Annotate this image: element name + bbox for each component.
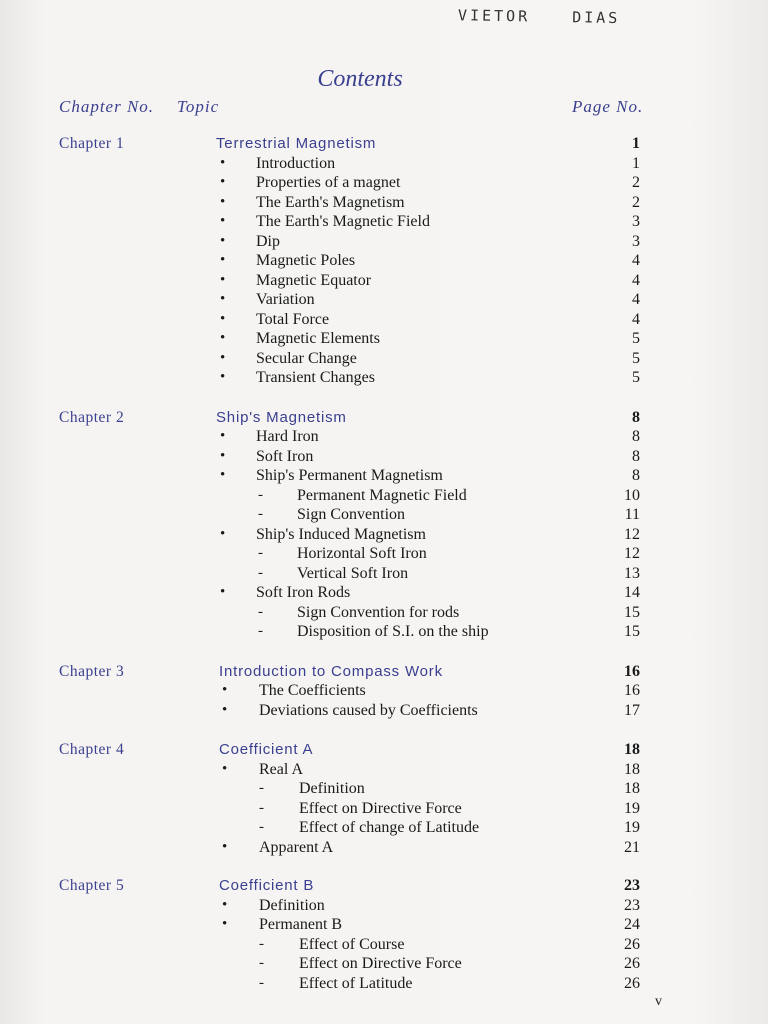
topic-text: Dip — [256, 233, 280, 250]
dash-icon: - — [259, 819, 264, 835]
toc-entry-row — [0, 233, 768, 253]
page-number: 2 — [632, 174, 640, 191]
dash-icon: - — [259, 975, 264, 991]
page-number: 2 — [632, 194, 640, 211]
topic-text: Variation — [256, 291, 315, 308]
topic-text: The Earth's Magnetism — [256, 194, 405, 211]
topic-text: The Coefficients — [259, 682, 366, 699]
handwritten-first: VIETOR — [457, 6, 531, 26]
page-number: 5 — [632, 369, 640, 386]
bullet-icon: • — [220, 155, 226, 171]
bullet-icon: • — [222, 702, 228, 718]
toc-chapter-row — [0, 409, 768, 429]
toc-entry-row — [0, 526, 768, 546]
subtopic-text: Horizontal Soft Iron — [297, 545, 427, 562]
toc-entry-row — [0, 604, 768, 624]
toc-entry-row — [0, 330, 768, 350]
page-number: 11 — [624, 506, 640, 523]
bullet-icon: • — [220, 369, 226, 385]
toc-entry-row — [0, 916, 768, 936]
subtopic-text: Sign Convention — [297, 506, 406, 523]
bullet-icon: • — [220, 194, 226, 210]
toc-chapter-row — [0, 741, 768, 761]
toc-entry-row — [0, 467, 768, 487]
toc-entry-row — [0, 174, 768, 194]
topic-text: Secular Change — [256, 350, 357, 367]
page-number: 26 — [624, 975, 640, 992]
subtopic-text: Permanent Magnetic Field — [297, 487, 467, 504]
bullet-icon: • — [220, 311, 226, 327]
topic-text: Magnetic Equator — [256, 272, 372, 289]
bullet-icon: • — [220, 526, 226, 542]
header-page: Page No. — [572, 97, 644, 116]
chapter-title: Coefficient B — [219, 877, 315, 894]
page-number: 21 — [624, 839, 640, 856]
page-number: 13 — [624, 565, 640, 582]
toc-entry-row — [0, 565, 768, 585]
topic-text: Ship's Permanent Magnetism — [256, 467, 443, 484]
toc-entry-row — [0, 350, 768, 370]
toc-entry-row — [0, 702, 768, 722]
page-number: 1 — [632, 155, 640, 172]
page-number: 4 — [632, 272, 640, 289]
dash-icon: - — [259, 955, 264, 971]
page-number: 26 — [624, 955, 640, 972]
topic-text: Total Force — [256, 311, 330, 328]
bullet-icon: • — [222, 897, 228, 913]
topic-text: Soft Iron — [256, 448, 314, 465]
chapter-number: Chapter 3 — [59, 663, 125, 680]
chapter-number: Chapter 2 — [59, 409, 125, 426]
page-number: 18 — [624, 761, 640, 778]
toc-entry-row — [0, 780, 768, 800]
dash-icon: - — [258, 623, 263, 639]
bullet-icon: • — [222, 916, 228, 932]
page-number: 1 — [632, 135, 640, 152]
subtopic-text: Disposition of S.I. on the ship — [297, 623, 489, 640]
bullet-icon: • — [220, 330, 226, 346]
page-number: 26 — [624, 936, 640, 953]
page-number: 15 — [624, 623, 640, 640]
toc-entry-row — [0, 819, 768, 839]
topic-text: Transient Changes — [256, 369, 375, 386]
topic-text: Apparent A — [259, 839, 334, 856]
bullet-icon: • — [220, 272, 226, 288]
toc-entry-row — [0, 428, 768, 448]
topic-text: Permanent B — [259, 916, 343, 933]
bullet-icon: • — [220, 467, 226, 483]
bullet-icon: • — [220, 428, 226, 444]
topic-text: Properties of a magnet — [256, 174, 401, 191]
toc-entry-row — [0, 291, 768, 311]
page-number: 5 — [632, 330, 640, 347]
toc-chapter-row — [0, 877, 768, 897]
toc-entry-row — [0, 155, 768, 175]
bullet-icon: • — [220, 584, 226, 600]
page-number: 3 — [632, 233, 640, 250]
page-number: 4 — [632, 252, 640, 269]
topic-text: Real A — [259, 761, 303, 778]
page-number: 4 — [632, 291, 640, 308]
subtopic-text: Effect on Directive Force — [299, 955, 462, 972]
page-number: 10 — [624, 487, 640, 504]
page-number: 15 — [624, 604, 640, 621]
topic-text: Soft Iron Rods — [256, 584, 351, 601]
bullet-icon: • — [222, 682, 228, 698]
topic-text: Definition — [259, 897, 325, 914]
toc-entry-row — [0, 545, 768, 565]
page-number: 16 — [624, 682, 640, 699]
toc-chapter-row — [0, 135, 768, 155]
page-number: 18 — [624, 741, 640, 758]
toc-entry-row — [0, 487, 768, 507]
page-number: 8 — [632, 448, 640, 465]
subtopic-text: Effect of Latitude — [299, 975, 413, 992]
toc-entry-row — [0, 975, 768, 995]
dash-icon: - — [259, 936, 264, 952]
bullet-icon: • — [222, 839, 228, 855]
page-number: 8 — [632, 409, 640, 426]
toc-entry-row — [0, 369, 768, 389]
topic-text: Hard Iron — [256, 428, 319, 445]
topic-text: Introduction — [256, 155, 336, 172]
dash-icon: - — [258, 487, 263, 503]
dash-icon: - — [259, 800, 264, 816]
toc-entry-row — [0, 682, 768, 702]
chapter-title: Coefficient A — [219, 741, 314, 758]
topic-text: Magnetic Elements — [256, 330, 380, 347]
toc-entry-row — [0, 761, 768, 781]
page-number: 3 — [632, 213, 640, 230]
chapter-title: Introduction to Compass Work — [219, 663, 443, 680]
bullet-icon: • — [220, 291, 226, 307]
page-number: 19 — [624, 819, 640, 836]
handwritten-name — [458, 6, 663, 28]
toc-chapter-row — [0, 663, 768, 683]
page-number: 24 — [624, 916, 640, 933]
subtopic-text: Effect on Directive Force — [299, 800, 462, 817]
toc-entry-row — [0, 194, 768, 214]
chapter-number: Chapter 4 — [59, 741, 125, 758]
handwritten-second: DIAS — [572, 8, 621, 28]
page-number: 16 — [624, 663, 640, 680]
bullet-icon: • — [220, 350, 226, 366]
page-number: 8 — [632, 467, 640, 484]
dash-icon: - — [258, 545, 263, 561]
subtopic-text: Effect of change of Latitude — [299, 819, 480, 836]
dash-icon: - — [258, 565, 263, 581]
page-number: 19 — [624, 800, 640, 817]
page-title: Contents — [317, 66, 403, 92]
toc-entry-row — [0, 936, 768, 956]
subtopic-text: Effect of Course — [299, 936, 405, 953]
page-number: 4 — [632, 311, 640, 328]
page-number: 8 — [632, 428, 640, 445]
toc-entry-row — [0, 623, 768, 643]
dash-icon: - — [258, 506, 263, 522]
topic-text: The Earth's Magnetic Field — [256, 213, 430, 230]
page-number: 23 — [624, 877, 640, 894]
page-number: 18 — [624, 780, 640, 797]
page-number: v — [655, 994, 662, 1009]
page-number: 12 — [624, 545, 640, 562]
page-number: 12 — [624, 526, 640, 543]
dash-icon: - — [259, 780, 264, 796]
bullet-icon: • — [220, 213, 226, 229]
page-number: 23 — [624, 897, 640, 914]
toc-entry-row — [0, 800, 768, 820]
page-number: 17 — [624, 702, 640, 719]
topic-text: Magnetic Poles — [256, 252, 356, 269]
bullet-icon: • — [220, 174, 226, 190]
toc-entry-row — [0, 839, 768, 859]
bullet-icon: • — [220, 252, 226, 268]
bullet-icon: • — [220, 448, 226, 464]
chapter-title: Ship's Magnetism — [216, 409, 347, 426]
topic-text: Deviations caused by Coefficients — [259, 702, 478, 719]
toc-entry-row — [0, 213, 768, 233]
page-number: 14 — [624, 584, 640, 601]
header-topic: Topic — [177, 97, 220, 116]
toc-entry-row — [0, 584, 768, 604]
toc-entry-row — [0, 252, 768, 272]
subtopic-text: Definition — [299, 780, 365, 797]
dash-icon: - — [258, 604, 263, 620]
topic-text: Ship's Induced Magnetism — [256, 526, 426, 543]
toc-entry-row — [0, 955, 768, 975]
toc-entry-row — [0, 506, 768, 526]
chapter-title: Terrestrial Magnetism — [216, 135, 377, 152]
page-number: 5 — [632, 350, 640, 367]
header-chapter: Chapter No. — [59, 97, 155, 116]
toc-entry-row — [0, 311, 768, 331]
subtopic-text: Sign Convention for rods — [297, 604, 460, 621]
toc-entry-row — [0, 272, 768, 292]
toc-entry-row — [0, 897, 768, 917]
bullet-icon: • — [220, 233, 226, 249]
chapter-number: Chapter 1 — [59, 135, 125, 152]
bullet-icon: • — [222, 761, 228, 777]
subtopic-text: Vertical Soft Iron — [297, 565, 409, 582]
chapter-number: Chapter 5 — [59, 877, 125, 894]
toc-entry-row — [0, 448, 768, 468]
